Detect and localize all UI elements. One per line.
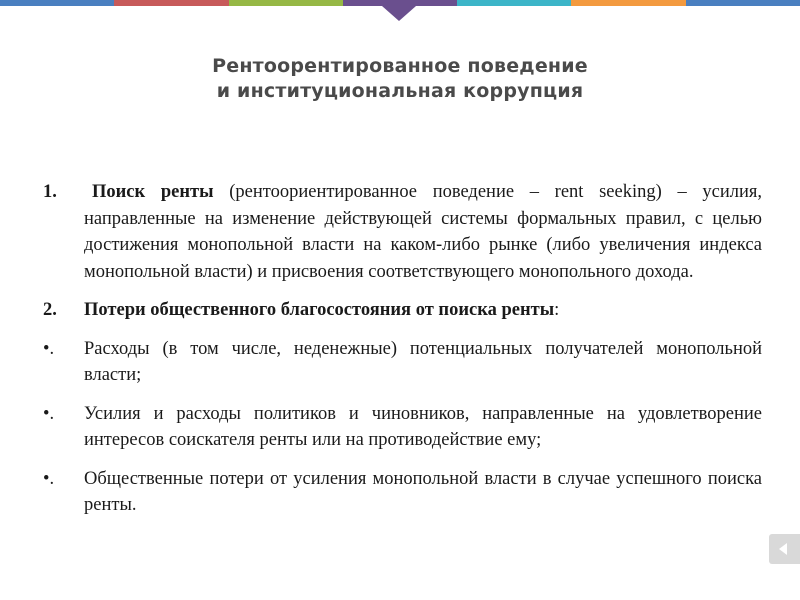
- arrow-left-icon[interactable]: [769, 534, 800, 564]
- list-item-body: Усилия и расходы политиков и чиновников, направленные на удовлетворение интересов соискателя ренты или на противодействие ему;: [84, 403, 762, 450]
- slide-title-line-1: Рентоорентированное поведение: [212, 55, 588, 77]
- list-item-body: (рентоориентированное поведение – rent seeking) – усилия, направленные на изменение действующей системы формальных правил, с целью достижения монопольной власти на каком-либо рынке (либо увеличения индекса монопольной власти) и присвоения соответствующего монопольного дохода.: [84, 182, 762, 282]
- list-item: [43, 297, 762, 324]
- list-item-text: [84, 336, 762, 389]
- slide-title: [0, 54, 800, 104]
- list-item: [43, 179, 762, 285]
- slide-body: [43, 179, 762, 531]
- stripe-segment: [457, 0, 571, 6]
- list-marker: 1.: [43, 182, 57, 202]
- list-item-text: [84, 401, 762, 454]
- slide-title-line-2: и институциональная коррупция: [216, 80, 584, 102]
- list-item-lead: Потери общественного благосостояния от поиска ренты: [84, 300, 555, 320]
- list-item-lead: Поиск ренты: [92, 182, 214, 202]
- list-item-text: [84, 466, 762, 519]
- list-marker: •.: [43, 338, 55, 359]
- list-item-body: Расходы (в том числе, неденежные) потенциальных получателей монопольной власти;: [84, 338, 762, 385]
- list-item-text: [84, 179, 762, 285]
- stripe-segment: [571, 0, 685, 6]
- list-item: [43, 466, 762, 519]
- list-item-body: :: [554, 300, 560, 320]
- list-marker: 2.: [43, 300, 57, 320]
- list-marker: •.: [43, 403, 55, 424]
- list-marker: •.: [43, 468, 55, 489]
- stripe-segment: [229, 0, 343, 6]
- list-item: [43, 336, 762, 389]
- list-item: [43, 401, 762, 454]
- stripe-segment: [686, 0, 800, 6]
- list-item-text: [84, 297, 762, 324]
- stripe-segment: [0, 0, 114, 6]
- list-item-body: Общественные потери от усиления монопольной власти в случае успешного поиска ренты.: [84, 468, 762, 515]
- stripe-segment: [114, 0, 228, 6]
- pointer-triangle-icon: [382, 6, 416, 21]
